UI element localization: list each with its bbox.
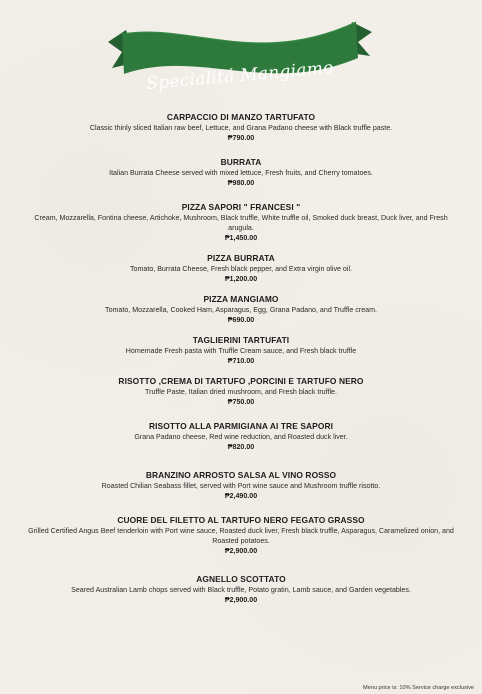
dish-price: ₱790.00 <box>227 134 255 142</box>
dish-price: ₱820.00 <box>227 443 255 451</box>
menu-list <box>14 112 468 613</box>
dish-name: BURRATA <box>220 157 262 167</box>
dish-name: BRANZINO ARROSTO SALSA AL VINO ROSSO <box>145 470 337 480</box>
dish-description: Classic thinly sliced Italian raw beef, Lettuce, and Grana Padano cheese with Black truffle paste. <box>89 124 393 132</box>
dish-description: Tomato, Mozzarella, Cooked Ham, Asparagus, Egg, Grana Padano, and Truffle cream. <box>105 306 377 314</box>
dish-price: ₱1,450.00 <box>224 234 258 242</box>
dish-name: PIZZA BURRATA <box>207 253 275 263</box>
title-banner <box>108 18 372 98</box>
dish-description: Cream, Mozzarella, Fontina cheese, Artichoke, Mushroom, Black truffle, White truffle oil, Smoked duck breast, Duck liver, and Fresh arugula. <box>34 214 448 232</box>
dish-description: Seared Australian Lamb chops served with Black truffle, Potato gratin, Lamb sauce, and Garden vegetables. <box>71 586 411 594</box>
menu-item <box>14 335 468 366</box>
dish-description: Italian Burrata Cheese served with mixed lettuce, Fresh fruits, and Cherry tomatoes. <box>109 169 373 177</box>
dish-price: ₱1,200.00 <box>224 275 258 283</box>
dish-price: ₱980.00 <box>227 179 255 187</box>
dish-description: Truffle Paste, Italian dried mushroom, and Fresh black truffle. <box>145 388 337 396</box>
menu-item <box>14 470 468 501</box>
dish-price: ₱2,900.00 <box>224 596 258 604</box>
dish-description: Grana Padano cheese, Red wine reduction, and Roasted duck liver. <box>134 433 348 441</box>
menu-item <box>14 574 468 605</box>
menu-item <box>14 157 468 188</box>
dish-name: PIZZA MANGIAMO <box>203 294 279 304</box>
dish-price: ₱750.00 <box>227 398 255 406</box>
dish-description: Homemade Fresh pasta with Truffle Cream sauce, and Fresh black truffle <box>125 347 357 355</box>
dish-price: ₱690.00 <box>227 316 255 324</box>
dish-price: ₱2,900.00 <box>224 547 258 555</box>
dish-name: AGNELLO SCOTTATO <box>196 574 286 584</box>
menu-item <box>14 112 468 143</box>
dish-description: Grilled Certified Angus Beef tenderloin with Port wine sauce, Roasted duck liver, Fresh black truffle, Asparagus, Caramelized onion, and Roasted potatoes. <box>28 527 454 545</box>
dish-name: CUORE DEL FILETTO AL TARTUFO NERO FEGATO GRASSO <box>117 515 365 525</box>
dish-description: Roasted Chilian Seabass fillet, served with Port wine sauce and Mushroom truffle risotto. <box>101 482 381 490</box>
menu-item <box>14 421 468 452</box>
dish-name: PIZZA SAPORI " FRANCESI " <box>181 202 301 212</box>
dish-price: ₱2,490.00 <box>224 492 258 500</box>
dish-name: RISOTTO ,CREMA DI TARTUFO ,PORCINI E TARTUFO NERO <box>118 376 364 386</box>
dish-name: CARPACCIO DI MANZO TARTUFATO <box>166 112 316 122</box>
menu-item <box>14 515 468 556</box>
menu-item <box>14 376 468 407</box>
footer-note: Menu price is: 10% Service charge exclusive <box>363 685 474 691</box>
banner-title: Specialitá Mangiamo <box>145 57 335 95</box>
menu-item <box>14 253 468 284</box>
menu-item <box>14 202 468 243</box>
dish-price: ₱710.00 <box>227 357 255 365</box>
dish-name: RISOTTO ALLA PARMIGIANA AI TRE SAPORI <box>148 421 334 431</box>
dish-description: Tomato, Burrata Cheese, Fresh black pepper, and Extra virgin olive oil. <box>130 265 352 273</box>
menu-item <box>14 294 468 325</box>
dish-name: TAGLIERINI TARTUFATI <box>192 335 290 345</box>
